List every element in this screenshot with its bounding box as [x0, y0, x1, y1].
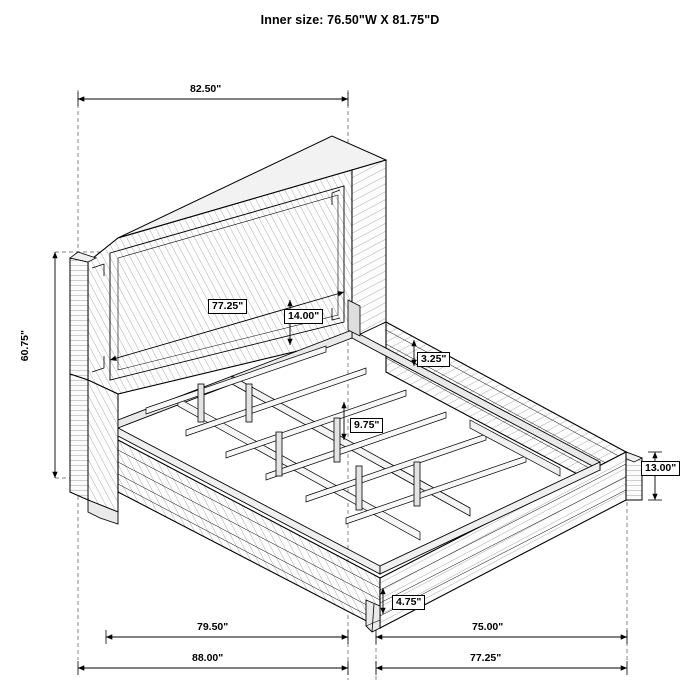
dim-headboard-inner-width: 77.25"	[208, 299, 247, 314]
dim-slat-height: 9.75"	[350, 418, 383, 433]
page-title: Inner size: 76.50"W X 81.75"D	[260, 13, 440, 27]
dim-headboard-width: 82.50"	[190, 83, 222, 95]
dim-bottom-left-length: 79.50"	[197, 621, 229, 633]
dim-rail-drop: 14.00"	[284, 309, 323, 324]
dim-foot-clearance: 4.75"	[392, 595, 425, 610]
dim-overall-length-front: 88.00"	[192, 652, 224, 664]
dim-side-rail-height: 13.00"	[641, 461, 680, 476]
dim-slat-thickness: 3.25"	[417, 352, 450, 367]
dim-overall-height: 60.75"	[18, 330, 33, 361]
dim-overall-length-back: 77.25"	[470, 652, 502, 664]
dim-bottom-right-length: 75.00"	[472, 621, 504, 633]
